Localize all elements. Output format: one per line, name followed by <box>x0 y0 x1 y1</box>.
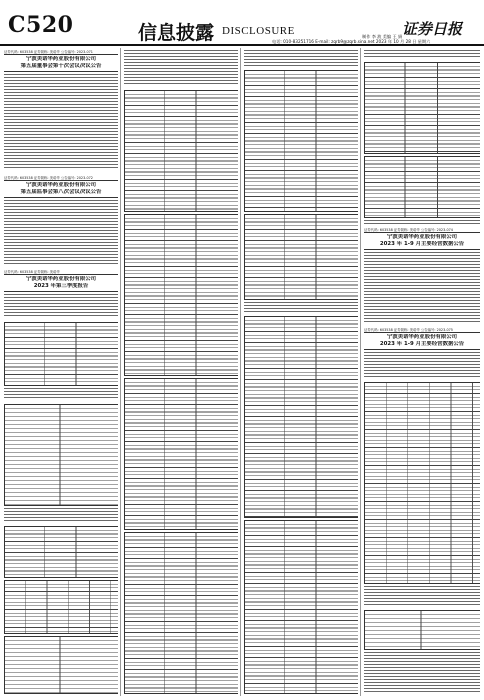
summary-table <box>364 610 480 650</box>
section-title: 信息披露 <box>138 22 215 44</box>
announcement-title: 第五届董事会第十次会议决议公告 <box>20 63 102 69</box>
company-name: 宁波美诺华药业股份有限公司 <box>386 234 458 240</box>
financial-table <box>4 322 118 386</box>
editor-credits: 制作 李 波 美编 王 娟 <box>362 34 403 39</box>
announcement-ref: 证券代码: 603538 证券简称: 美诺华 <box>4 270 60 274</box>
announcement-title: 2023 年 1-9 月主要经营数据公告 <box>379 341 465 347</box>
announcement-supervisory-resolution <box>4 176 118 200</box>
announcement-ref: 证券代码: 603538 证券简称: 美诺华 公告编号: 2023-075 <box>364 328 453 332</box>
cash-flow-table <box>244 520 358 694</box>
report-intro <box>4 294 118 318</box>
cash-flow-table <box>244 214 358 300</box>
announcement-header <box>4 54 118 72</box>
column-divider <box>120 48 121 696</box>
announcement-header <box>4 274 118 292</box>
cash-flow-table <box>364 156 480 218</box>
announcement-operating-data-2 <box>364 328 480 352</box>
top-holders-table <box>4 636 118 694</box>
operating-data-table <box>364 382 480 584</box>
report-text <box>364 50 480 58</box>
column-divider <box>360 48 361 696</box>
announcement-body <box>364 252 480 322</box>
column-1 <box>4 48 118 696</box>
report-text <box>364 220 480 226</box>
column-4 <box>364 48 480 696</box>
company-name: 宁波美诺华药业股份有限公司 <box>386 334 458 340</box>
announcement-board-resolution <box>4 50 118 74</box>
shareholder-table <box>4 580 118 634</box>
change-table <box>4 526 118 578</box>
announcement-body <box>4 74 118 170</box>
company-name: 宁波美诺华药业股份有限公司 <box>25 182 97 188</box>
report-text <box>244 302 358 312</box>
report-text <box>364 586 480 606</box>
cash-flow-table <box>244 316 358 518</box>
column-2 <box>124 48 238 696</box>
balance-sheet-table <box>124 214 238 376</box>
announcement-body <box>4 200 118 264</box>
non-recurring-table <box>4 404 118 506</box>
balance-sheet-table <box>124 90 238 212</box>
announcement-body <box>364 352 480 378</box>
report-text <box>124 50 238 86</box>
announcement-title: 第五届监事会第八次会议决议公告 <box>20 189 102 195</box>
report-text <box>4 388 118 400</box>
masthead <box>0 0 484 46</box>
announcement-operating-data <box>364 228 480 252</box>
announcement-ref: 证券代码: 603538 证券简称: 美诺华 公告编号: 2023-071 <box>4 50 93 54</box>
announcement-ref: 证券代码: 603538 证券简称: 美诺华 公告编号: 2023-072 <box>4 176 93 180</box>
company-name: 宁波美诺华药业股份有限公司 <box>25 276 97 282</box>
report-text <box>244 50 358 66</box>
cash-flow-table <box>124 532 238 694</box>
income-statement-table <box>244 70 358 212</box>
announcement-ref: 证券代码: 603538 证券简称: 美诺华 公告编号: 2023-074 <box>364 228 453 232</box>
column-divider <box>240 48 241 696</box>
announcement-header <box>4 180 118 198</box>
contact-date-line: 电话: 010-83251716 E-mail: zqrb9@zqrb.sina.net 2023 年 10 月 28 日 星期六 <box>272 39 431 44</box>
announcement-quarterly-report <box>4 270 118 294</box>
page-number: C520 <box>8 12 74 38</box>
announcement-header <box>364 332 480 350</box>
section-title-en: DISCLOSURE <box>222 25 295 37</box>
income-statement-table <box>124 378 238 530</box>
announcement-title: 2023 年第三季度报告 <box>33 283 89 289</box>
newspaper-logo: 证券日报 <box>402 20 463 38</box>
column-3 <box>244 48 358 696</box>
cash-flow-table <box>364 62 480 154</box>
announcement-header <box>364 232 480 250</box>
company-name: 宁波美诺华药业股份有限公司 <box>25 56 97 62</box>
announcement-title: 2023 年 1-9 月主要经营数据公告 <box>379 241 465 247</box>
report-text <box>364 652 480 692</box>
report-text <box>4 508 118 522</box>
